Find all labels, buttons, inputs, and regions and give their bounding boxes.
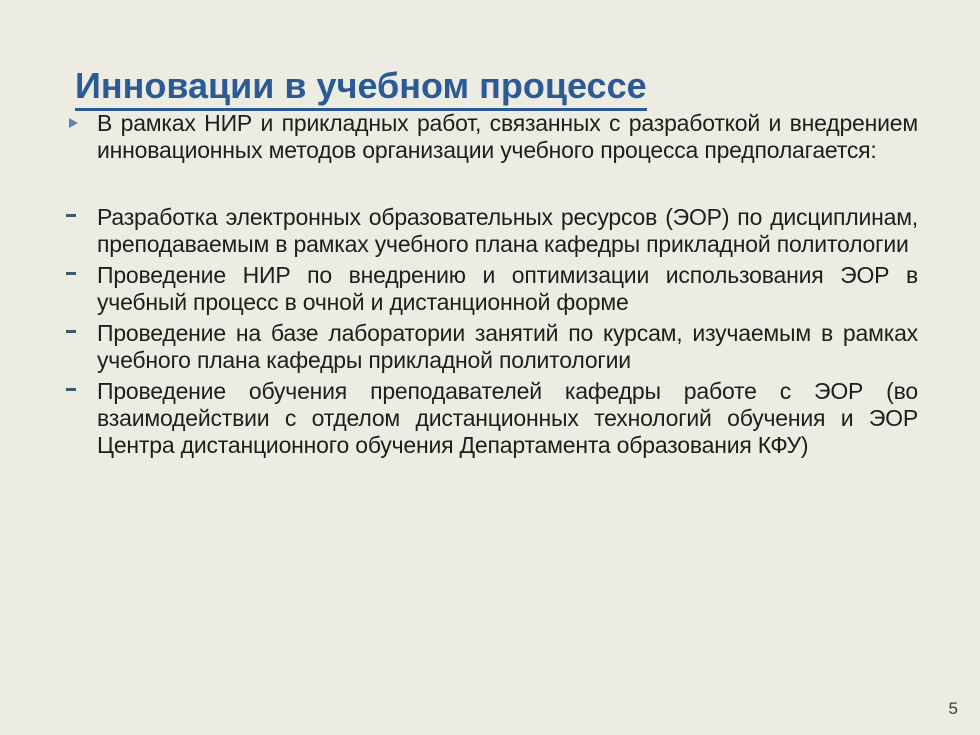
dash-bullet-icon <box>66 272 76 275</box>
bullet-text: Проведение НИР по внедрению и оптимизации использования ЭОР в учебный процесс в очной и дистанционной форме <box>97 262 918 315</box>
slide-title: Инновации в учебном процессе <box>75 68 647 111</box>
bullet-text: Разработка электронных образовательных ресурсов (ЭОР) по дисциплинам, преподаваемым в рамках учебного плана кафедры прикладной политологии <box>97 204 918 257</box>
bullet-item <box>97 110 918 164</box>
bullet-text: Проведение на базе лаборатории занятий по курсам, изучаемым в рамках учебного плана кафедры прикладной политологии <box>97 320 918 373</box>
dash-bullet-icon <box>66 214 76 217</box>
dash-bullet-icon <box>66 388 76 391</box>
slide-body <box>97 110 918 459</box>
bullet-item <box>97 204 918 258</box>
bullet-text: Проведение обучения преподавателей кафедры работе с ЭОР (во взаимодействии с отделом дистанционных технологий обучения и ЭОР Центра дистанционного обучения Департамента образования КФУ) <box>97 378 918 458</box>
bullet-list <box>97 110 918 459</box>
bullet-item <box>97 262 918 316</box>
triangle-bullet-icon <box>69 118 78 128</box>
bullet-item <box>97 320 918 374</box>
bullet-text: В рамках НИР и прикладных работ, связанных с разработкой и внедрением инновационных методов организации учебного процесса предполагается: <box>97 110 918 163</box>
dash-bullet-icon <box>66 330 76 333</box>
page-number: 5 <box>948 699 958 718</box>
bullet-item <box>97 378 918 459</box>
